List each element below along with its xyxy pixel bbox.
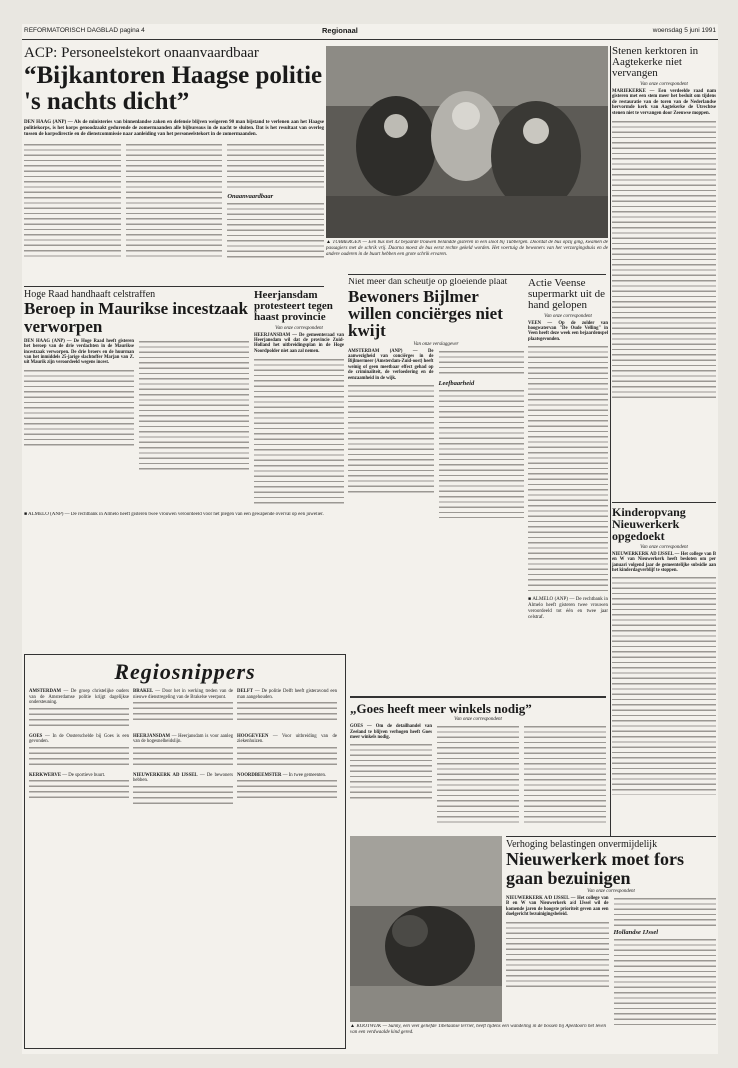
venen-headline: Actie Veense supermarkt uit de hand gelopen	[528, 278, 605, 312]
bezuinigen-columns	[506, 896, 716, 1027]
snipper-text: — Heerjansdam is voor aanleg van de hogesnelheidslijn.	[133, 733, 233, 744]
snipper-item	[237, 773, 337, 808]
snipper-filler	[133, 700, 233, 724]
issue-date: woensdag 5 juni 1991	[652, 27, 716, 34]
snipper-place: BRAKEL	[133, 689, 154, 694]
snipper-filler	[237, 778, 337, 802]
snipper-text: — Voor uitbreiding van de ziekenhuizen.	[237, 733, 337, 744]
lead-columns	[24, 142, 324, 260]
lead-subhead: Onaanvaardbaar	[227, 192, 274, 200]
rule-bezuinigen	[506, 836, 716, 837]
snipper-item	[133, 689, 233, 730]
bezuinigen-headline: Nieuwerkerk moet fors gaan bezuinigen	[506, 849, 684, 888]
rule-goes	[350, 696, 606, 698]
winkels-intro: GOES — Om de detailhandel van Zeeland te blijven verhogen heeft Goes meer winkels nodig.	[350, 724, 432, 741]
regiosnippers-box	[24, 654, 346, 1049]
bijlmer-col-2	[439, 349, 525, 518]
snipper-filler	[29, 706, 129, 730]
snipper-item	[29, 689, 129, 730]
bijlmer-columns	[348, 349, 524, 518]
rule-bijlmer	[348, 274, 606, 275]
column-rule-right	[610, 46, 611, 836]
stenen-intro: MARIEKERKE — Een verdeelde raad nam gisteren met een stem meer het besluit om tijdens de restauratie van de toren van de Nederlandse hervormde kerk van Aagtekerke de Utrechtse stenen niet te vervangen door Zeeuwse moppen.	[612, 88, 716, 116]
snipper-filler	[237, 745, 337, 769]
lead-col-1	[24, 142, 121, 260]
kinderopvang-headline: Kinderopvang Nieuwerkerk opgedoekt	[612, 506, 686, 544]
snipper-text: — De bewoners hebben.	[133, 772, 233, 783]
heerjansdam-intro: HEERJANSDAM — De gemeenteraad van Heerjansdam wil dat de provincie Zuid-Holland het uitbreidingsplan in de Hoge Noordpolder niet aan zal nemen.	[254, 332, 344, 354]
venen-story	[528, 278, 608, 698]
dog-photo-caption: ▲ KOOTWIJK — Sunny, een veel geliefde Tibetaanse terrier, heeft tijdens een wandeling in de bossen bij Apeldoorn het leven van een verdwaalde kind gered.	[350, 1024, 606, 1035]
heerjansdam-story	[254, 290, 344, 530]
snipper-item	[237, 689, 337, 730]
bijlmer-intro: AMSTERDAM (ANP) — De aanwezigheid van conciërges in de Bijlmermeer (Amsterdam-Zuid-oost) heeft weinig of geen meetbaar effect gehad op de criminaliteit, de verloedering en de eenzaamheid in de wijk.	[348, 348, 434, 381]
bezuinigen-story	[506, 840, 716, 1050]
snipper-filler	[29, 745, 129, 769]
almelo-caption-right: ■ ALMELO (ANP) — De rechtbank in Almelo heeft gisteren twee vrouwen veroordeeld tot één en twee jaar celstraf.	[528, 597, 608, 620]
heerjansdam-headline: Heerjansdam protesteert tegen haast provincie	[254, 290, 333, 324]
snipper-item	[237, 734, 337, 769]
bezuinigen-byline: Van onze correspondent	[587, 888, 635, 894]
bijlmer-subhead: Leefbaarheid	[438, 379, 475, 387]
bezuinigen-intro: NIEUWERKERK A/D IJSSEL — Het college van B en W van Nieuwerkerk a/d IJssel wil de komende jaren de hoogste prioriteit geven aan een doelgericht bezuinigingsbeleid.	[506, 895, 609, 918]
stenen-body	[612, 119, 716, 399]
paper-name: REFORMATORISCH DAGBLAD pagina 4	[24, 27, 145, 34]
bijlmer-kicker: Niet meer dan scheutje op gloeiende plaat	[348, 278, 508, 287]
snipper-text: — In de Oosterschelde bij Goes is een gevonden.	[29, 733, 129, 744]
regiosnippers-list	[25, 685, 345, 812]
bus-photo-caption: ▲ TUBBERGEN — Een bus met 43 bejaarde trouwen belandde gisteren in een sloot bij Tubbergen. Doordat de bus opzij ging, kwamen de passagiers met de schrik vrij. Daarna moest de bus eerst rechte gekeld worden. Het voertuig de bewoners van het verzorgingshuis en de andere ouderen in de buurt hebben een grote schrik ervaren.	[326, 240, 608, 257]
kinderopvang-story	[612, 506, 716, 836]
section-title: Regionaal	[322, 26, 358, 35]
snipper-text: — Door het in werking treden van de nieuwe dienstregeling van de Brakelse veerpont.	[133, 689, 233, 700]
venen-byline: Van onze correspondent	[544, 313, 592, 319]
bijlmer-col-1	[348, 349, 434, 518]
rule-kinderopvang	[612, 502, 716, 503]
winkels-story	[350, 702, 606, 834]
winkels-columns	[350, 724, 606, 824]
snipper-item	[29, 734, 129, 769]
stenen-headline: Stenen kerktoren in Aagtekerke niet vervangen	[612, 46, 699, 80]
maurikse-kicker: Hoge Raad handhaaft celstraffen	[24, 290, 156, 300]
maurikse-intro: DEN HAAG (ANP) — De Hoge Raad heeft gisteren het beroep van de drie verdachten in de Maurikse incestzaak verworpen. De drie broers en de huurman van het inmiddels 25-jarige slachtoffer Marjan van Z. uit Maurik zijn veroordeeld wegens incest.	[24, 338, 134, 366]
bus-photo-shapes	[326, 46, 608, 238]
lead-intro: DEN HAAG (ANP) — Als de ministeries van binnenlandse zaken en defensie blijven weigeren 90 man bijstand te verlenen aan het Haagse politiekorps, is het korps genoodzaakt gedurende de zomermaanden alle bijbureaus in de nacht te sluiten. Dat is het resultaat van overleg tussen de korpsdirectie en de dienstcommissie naar aanleiding van het personeelstekort in de zomermaanden.	[24, 120, 324, 137]
kootwijk-dog-photo	[350, 836, 502, 1022]
dog-photo-shapes	[350, 836, 502, 1022]
snipper-place: HOOGEVEEN	[237, 733, 269, 739]
newspaper-page	[22, 24, 718, 1054]
kinderopvang-intro: NIEUWERKERK AD IJSSEL — Het college van B en W van Nieuwerkerk heeft besloten om per januari volgend jaar de gemeentelijke subsidie aan het kinderdagverblijf te stoppen.	[612, 551, 716, 573]
bezuinigen-subhead: Hollandse IJssel	[613, 928, 659, 936]
masthead	[22, 24, 718, 40]
almelo-caption-left: ■ ALMELO (ANP) — De rechtbank in Almelo heeft gisteren twee vrouwen veroordeeld voor het plegen van een gewapende overval op een juwelier.	[24, 512, 324, 517]
winkels-col-1	[350, 724, 432, 824]
maurikse-headline: Beroep in Maurikse incestzaak verworpen	[24, 299, 248, 336]
winkels-byline: Van onze correspondent	[454, 717, 502, 723]
snipper-place: GOES	[29, 733, 43, 739]
regiosnippers-title: Regiosnippers	[114, 659, 256, 684]
kinderopvang-byline: Van onze correspondent	[640, 544, 688, 550]
maurikse-story	[24, 290, 249, 520]
snipper-text: — De politie Delft heeft gisteravond een man aangehouden.	[237, 689, 337, 700]
maurikse-columns	[24, 339, 249, 471]
heerjansdam-byline: Van onze correspondent	[275, 325, 323, 331]
snipper-text: — De sportieve buurt.	[61, 772, 106, 778]
bus-accident-photo	[326, 46, 608, 238]
snipper-filler	[237, 700, 337, 724]
bijlmer-headline: Bewoners Bijlmer willen conciërges niet kwijt	[348, 286, 503, 341]
lead-col-2	[126, 142, 223, 260]
snipper-place: DELFT	[237, 689, 253, 694]
bezuinigen-col-1	[506, 896, 609, 1027]
bijlmer-story	[348, 278, 524, 533]
snipper-place: AMSTERDAM	[29, 689, 61, 694]
stenen-story	[612, 46, 716, 446]
snipper-filler	[133, 745, 233, 769]
snipper-filler	[29, 778, 129, 802]
venen-intro: VEEN — Op de zolder van hoogwatervan "De Oude Velling" in Veen heeft deze week een bejaardenspel plaatsgevonden.	[528, 320, 608, 342]
bezuinigen-col-2	[614, 896, 717, 1027]
snipper-text: — In twee gemeenten.	[281, 772, 327, 778]
maurikse-col-2	[139, 339, 249, 471]
snipper-place: NOORDBEEMSTER	[237, 772, 282, 778]
snipper-filler	[133, 784, 233, 808]
stenen-byline: Van onze correspondent	[640, 81, 688, 87]
maurikse-col-1	[24, 339, 134, 471]
lead-story	[24, 46, 324, 281]
lead-col-3	[227, 142, 324, 260]
bezuinigen-kicker: Verhoging belastingen onvermijdelijk	[506, 840, 658, 850]
winkels-headline: „Goes heeft meer winkels nodig”	[350, 702, 532, 716]
snipper-item	[133, 773, 233, 808]
bijlmer-byline: Van onze verslaggever	[413, 341, 459, 347]
snipper-text: — De groep christelijke ouders van de Amsterdamse politie krijgt dagelijkse ondersteuning.	[29, 689, 129, 705]
snipper-item	[29, 773, 129, 808]
snipper-place: KERKWERVE	[29, 772, 62, 778]
lead-headline: “Bijkantoren Haagse politie 's nachts dicht”	[24, 62, 323, 115]
snipper-place: NIEUWERKERK AD IJSSEL	[133, 772, 198, 778]
lead-kicker: ACP: Personeelstekort onaanvaardbaar	[24, 46, 259, 61]
snipper-place: HEERJANSDAM	[133, 733, 171, 739]
snipper-item	[133, 734, 233, 769]
rule-maurik	[24, 286, 324, 287]
